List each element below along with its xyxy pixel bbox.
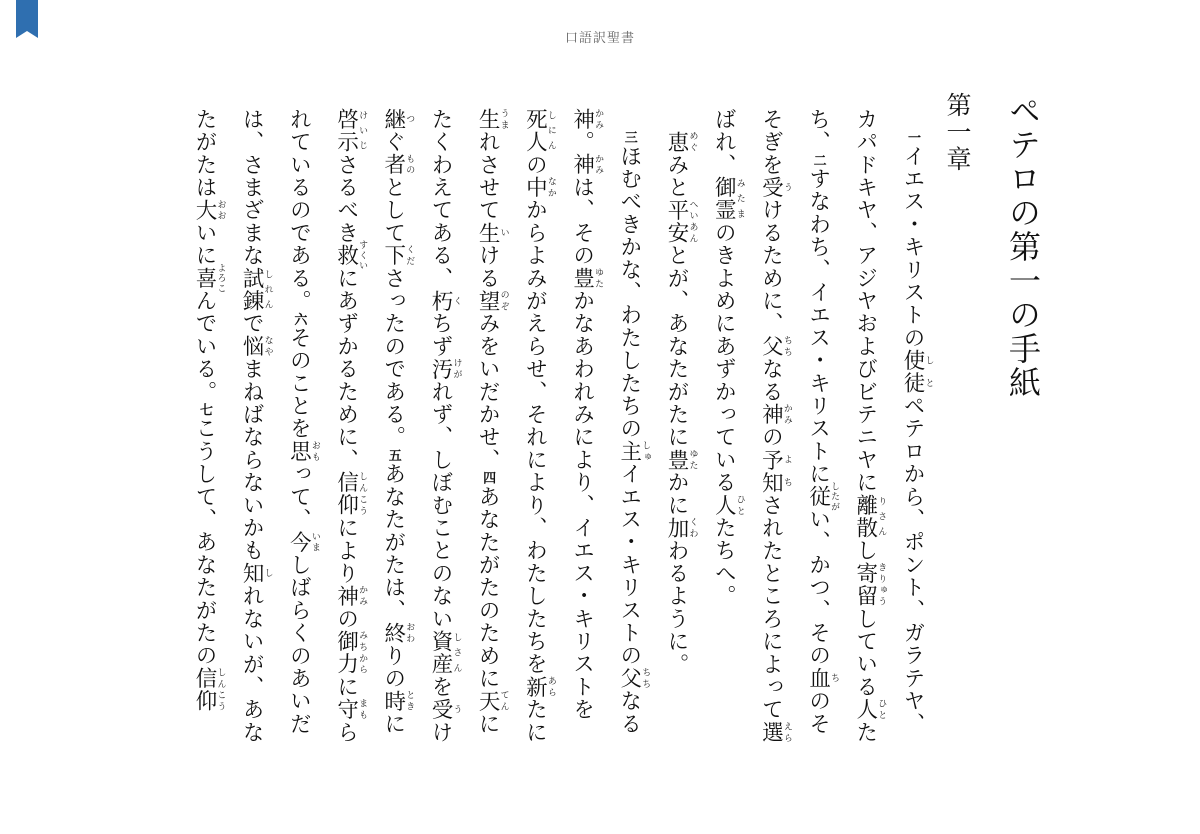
verse-number: 五 [385,448,401,463]
ruby-word: 啓示けいじ [333,108,368,154]
ruby-word: 新あら [522,675,556,699]
verse-number: 三 [621,130,637,145]
ruby-word: 血ち [805,667,840,690]
ruby-word: 信仰しんこう [191,667,226,713]
ruby-word: 受う [427,698,462,721]
ruby-word: 神かみ [569,153,604,177]
ruby-word: 御霊みたま [711,176,745,222]
verse-number: 一 [905,130,920,145]
verse-number: 六 [291,312,307,327]
ruby-word: 者もの [380,153,415,177]
ruby-word: 望のぞ [475,289,509,313]
ruby-word: 豊ゆた [569,266,604,290]
ruby-word: 予知よち [758,448,792,494]
ruby-word: 生うま [475,108,509,131]
ruby-word: 資産しさん [427,630,462,676]
ruby-word: 中なか [522,176,556,199]
passage-text: 一イエス・キリストの使徒しとペテロから、ポント、ガラテヤ、カパドキヤ、アジヤおよびビテニヤに離散りさんし寄留きりゅうしている人ひとたち、二すなわち、イエス・キリストに従したがい、かつ、その血ちのそそぎを受うけるために、父ちちなる神かみの予知よちされたところによって選えらばれ、御霊みたまのきよめにあずかっている人ひとたちへ。 恵めぐみと平安へいあんとが、あなたがたに豊ゆたかに加くわわるように。 三ほむべきかな、わたしたちの主しゅイエス・キリストの父ちちなる神かみ。神かみは、その豊ゆたかなあわれみにより、イエス・キリストを死人しにんの中なかからよみがえらせ、それにより、わたしたちを新あらたに生うまれさせて生いける望のぞみをいだかせ、四あなたがたのために天てんにたくわえてある、朽くちず汚けがれず、しぼむことのない資産しさんを受うけ継つぐ者ものとして下くださったのである。五あなたがたは、終おわりの時ときに啓示けいじさるべき救すくいにあずかるために、信仰しんこうにより神かみの御力みちからに守まもられているのである。六そのことを思おもって、今いましばらくのあいだは、さまざまな試錬しれんで悩なやまねばならないかも知しれないが、あなたがたは大おおいに喜よろこんでいる。七こうして、あなたがたの信仰しんこう [191,108,934,744]
ruby-word: 生い [475,221,509,245]
verse-number: 四 [480,471,496,486]
ruby-word: 朽く [427,289,462,313]
ruby-word: 試錬しれん [239,266,273,313]
verse-number: 七 [196,403,212,418]
ruby-word: 使徒しと [900,349,934,395]
ruby-word: 大おお [191,198,226,222]
ruby-word: 父ちち [758,335,792,358]
ruby-word: 恵めぐ [663,130,698,154]
ruby-word: 神かみ [569,108,604,131]
ruby-word: 救すくい [333,240,368,271]
ruby-word: 主しゅ [616,440,651,463]
ruby-word: 知し [239,562,273,585]
ruby-word: 平安へいあん [663,198,698,245]
book-title: ペテロの第一の手紙 [1004,94,1042,400]
ruby-word: 御力みちから [333,630,368,676]
chapter-title: 第一章 [943,92,972,173]
ruby-word: 信仰しんこう [333,471,368,517]
ruby-word: 継つ [380,108,415,131]
ruby-word: 従したが [805,481,840,513]
ruby-word: 離散りさん [852,493,887,540]
ruby-word: 人ひと [711,493,745,517]
ruby-word: 時とき [380,689,415,713]
ruby-word: 加くわ [663,516,698,540]
ruby-word: 思おも [286,440,320,463]
ruby-word: 今いま [286,530,320,554]
ruby-word: 汚けが [427,357,462,381]
ruby-word: 受う [758,176,792,199]
ruby-word: 寄留きりゅう [852,562,887,608]
ruby-word: 悩なや [239,335,273,358]
ruby-word: 神かみ [758,403,792,426]
ruby-word: 天てん [475,689,509,713]
ruby-word: 人ひと [852,698,887,721]
header-title: 口語訳聖書 [564,31,635,46]
ruby-word: 死人しにん [522,108,556,154]
reading-page [135,86,1045,746]
ruby-word: 喜よろこ [191,262,226,294]
ruby-word: 選えら [758,720,792,744]
ruby-word: 豊ゆた [663,448,698,472]
ruby-word: 終おわ [380,621,415,645]
verse-number: 二 [810,153,826,168]
ruby-word: 父ちち [616,667,651,690]
ruby-word: 神かみ [333,584,368,608]
ruby-word: 守まも [333,698,368,721]
ruby-word: 下くだ [380,244,415,267]
